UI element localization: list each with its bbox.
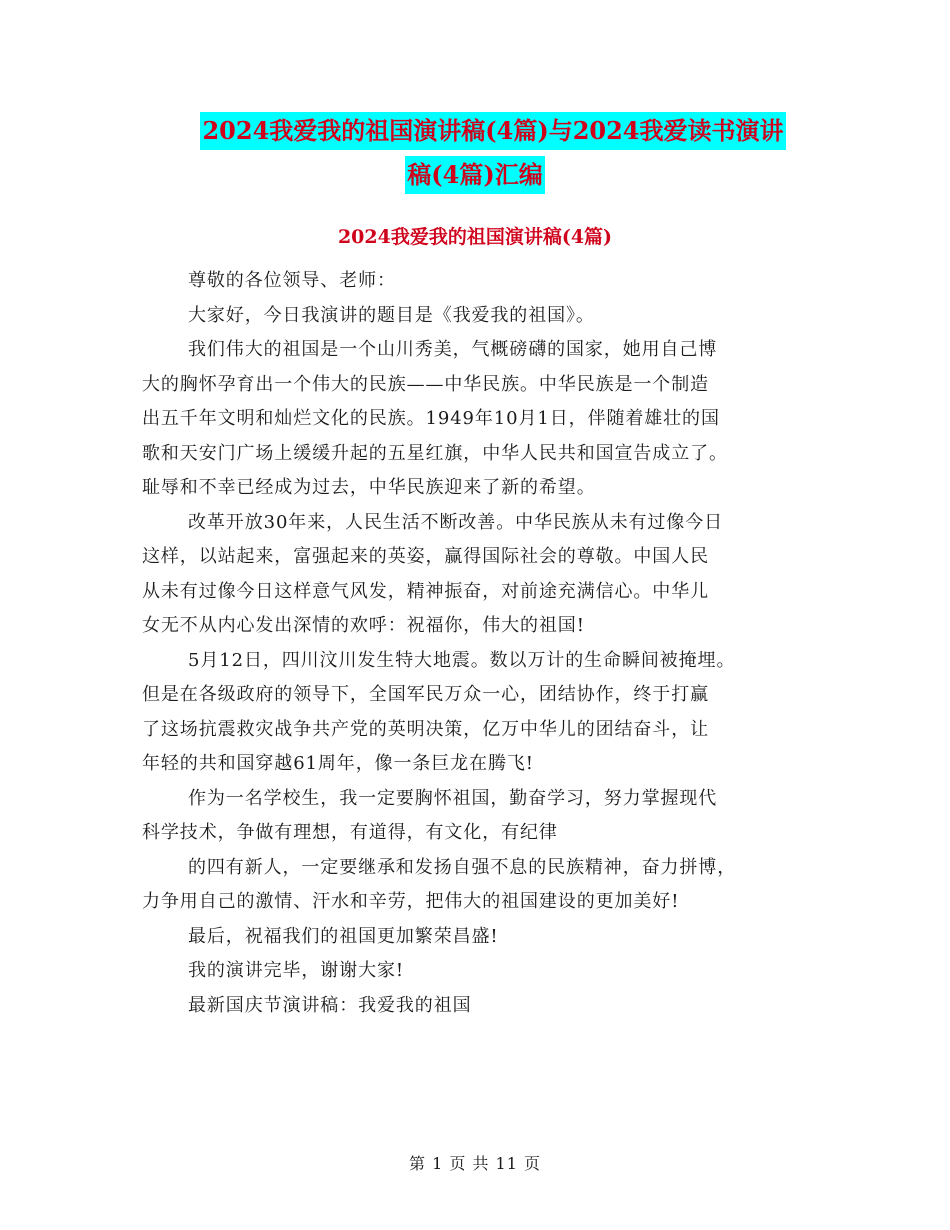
text-line: 尊敬的各位领导、老师：: [188, 270, 396, 291]
text-line: 歌和天安门广场上缓缓升起的五星红旗，中华人民共和国宣告成立了。: [142, 442, 728, 464]
section-title: 2024我爱我的祖国演讲稿(4篇): [337, 226, 613, 248]
text-line: 改革开放30年来，人民生活不断改善。中华民族从未有过像今日: [188, 511, 724, 533]
text-line: 我们伟大的祖国是一个山川秀美，气概磅礴的国家，她用自己博: [188, 339, 718, 360]
text-line: 这样，以站起来，富强起来的英姿，赢得国际社会的尊敬。中国人民: [142, 546, 709, 567]
title-line-1: 2024我爱我的祖国演讲稿(4篇)与2024我爱读书演讲: [200, 112, 785, 150]
document-title: [0, 112, 950, 200]
text-line: 从未有过像今日这样意气风发，精神振奋，对前途充满信心。中华儿: [142, 580, 709, 602]
text-line: 女无不从内心发出深情的欢呼：祝福你，伟大的祖国!: [142, 615, 585, 636]
text-line: 耻辱和不幸已经成为过去，中华民族迎来了新的希望。: [142, 477, 596, 498]
text-line: 年轻的共和国穿越61周年，像一条巨龙在腾飞!: [142, 753, 534, 774]
text-line: 作为一名学校生，我一定要胸怀祖国，勤奋学习，努力掌握现代: [188, 787, 718, 809]
text-line: 科学技术，争做有理想，有道得，有文化，有纪律: [142, 822, 558, 843]
text-line: 的四有新人，一定要继承和发扬自强不息的民族精神，奋力拼博，: [188, 856, 737, 878]
title-line-2: 稿(4篇)汇编: [405, 156, 544, 194]
text-line: 大家好，今日我演讲的题目是《我爱我的祖国》。: [188, 304, 595, 326]
page-footer: 第 1 页 共 11 页: [409, 1154, 541, 1173]
text-line: 但是在各级政府的领导下，全国军民万众一心，团结协作，终于打赢: [142, 684, 709, 705]
text-line: 我的演讲完毕，谢谢大家!: [188, 960, 405, 981]
text-line: 最新国庆节演讲稿：我爱我的祖国: [188, 994, 472, 1016]
text-line: 力争用自己的激情、汗水和辛劳，把伟大的祖国建设的更加美好!: [142, 891, 680, 912]
text-line: 5月12日，四川汶川发生特大地震。数以万计的生命瞬间被掩埋。: [188, 649, 736, 671]
text-line: 出五千年文明和灿烂文化的民族。1949年10月1日，伴随着雄壮的国: [142, 408, 720, 429]
text-line: 大的胸怀孕育出一个伟大的民族——中华民族。中华民族是一个制造: [142, 373, 709, 395]
text-line: 了这场抗震救灾战争共产党的英明决策，亿万中华儿的团结奋斗，让: [142, 718, 709, 740]
body-text: [142, 264, 810, 1023]
text-line: 最后，祝福我们的祖国更加繁荣昌盛!: [188, 925, 499, 947]
